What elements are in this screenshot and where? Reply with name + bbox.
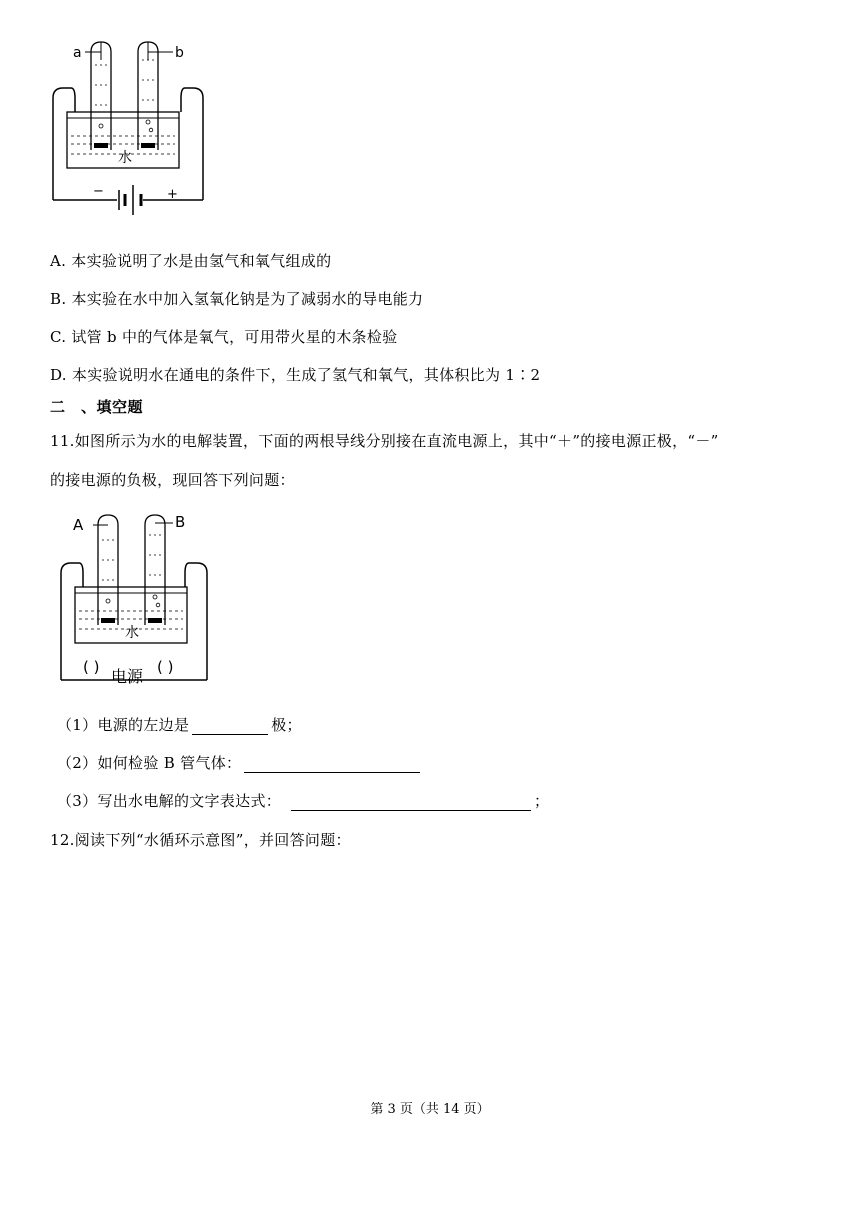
q11-sub1: （1）电源的左边是 极； <box>57 716 302 734</box>
answer-blank-3[interactable] <box>291 794 531 811</box>
option-a: A. 本实验说明了水是由氢气和氧气组成的 <box>50 252 332 270</box>
option-d: D. 本实验说明水在通电的条件下，生成了氢气和氧气，其体积比为 1∶2 <box>50 366 541 384</box>
svg-text:+: + <box>167 187 178 202</box>
q11-sub3: （3）写出水电解的文字表达式： ； <box>57 792 550 810</box>
section-title: 二 、填空题 <box>50 398 144 416</box>
svg-text:a: a <box>73 45 82 61</box>
q11-line1: 11.如图所示为水的电解装置，下面的两根导线分别接在直流电源上，其中“＋”的接电源正极，“－” <box>50 432 719 450</box>
svg-text:( ): ( ) <box>157 658 174 676</box>
page-footer: 第 3 页（共 14 页） <box>370 1102 490 1117</box>
electrolysis-diagram-2 <box>55 505 215 690</box>
svg-text:水: 水 <box>118 150 132 166</box>
svg-text:( ): ( ) <box>83 658 100 676</box>
svg-text:b: b <box>175 45 184 61</box>
svg-text:A: A <box>73 516 84 534</box>
option-b: B. 本实验在水中加入氢氧化钠是为了减弱水的导电能力 <box>50 290 424 308</box>
svg-text:B: B <box>175 513 186 531</box>
q11-sub2: （2）如何检验 B 管气体： <box>57 752 423 773</box>
q11-line2: 的接电源的负极，现回答下列问题： <box>50 471 295 489</box>
answer-blank-1[interactable] <box>192 718 268 735</box>
electrolysis-diagram-1 <box>45 30 215 225</box>
svg-text:水: 水 <box>125 625 139 641</box>
option-c: C. 试管 b 中的气体是氧气，可用带火星的木条检验 <box>50 328 398 346</box>
q12-question: 12.阅读下列“水循环示意图”，并回答问题： <box>50 831 351 849</box>
svg-text:−: − <box>93 184 104 199</box>
answer-blank-2[interactable] <box>244 756 420 773</box>
svg-text:电源: 电源 <box>111 667 144 686</box>
